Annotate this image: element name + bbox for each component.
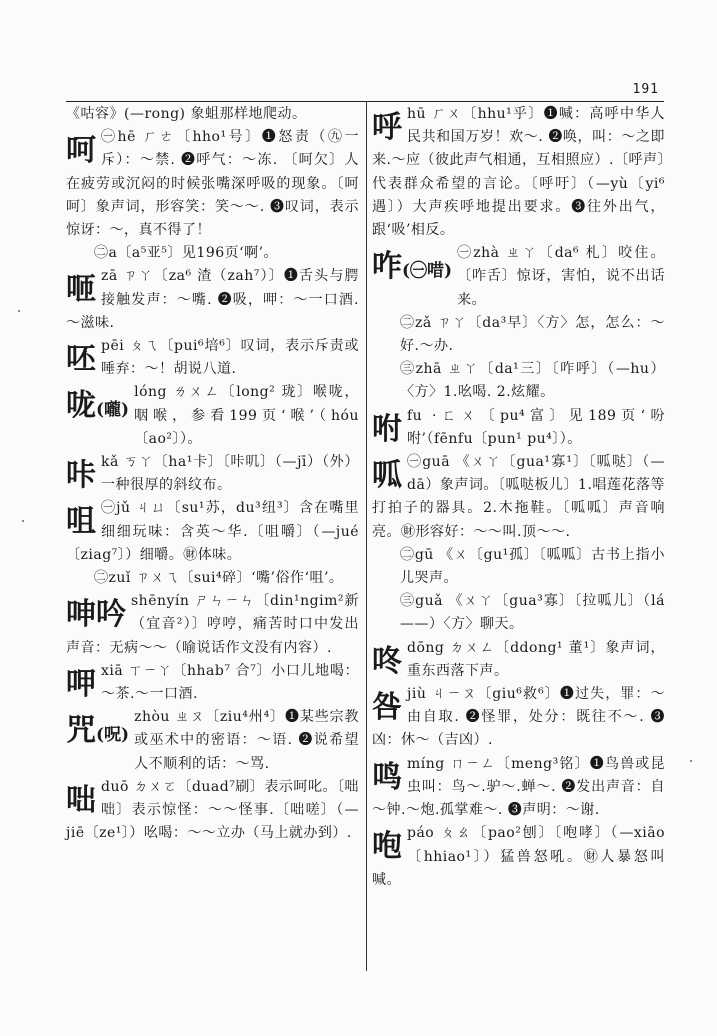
entry-duo (66, 776, 359, 846)
headword: 呻吟 (66, 597, 126, 633)
entry-xia (66, 660, 359, 706)
entry-jiu (372, 683, 665, 753)
headword: 呵 (66, 133, 96, 169)
definition: zā ㄗㄚ〔za⁶ 渣（zah⁷）〕❶舌头与腭接触发声：～嘴. ❷吸，呷：～一口酒.～滋味. (66, 268, 359, 331)
definition-sub: ㊁zǎ ㄗㄚ〔da³早〕〈方〉怎，怎么：～好.～办. (400, 314, 665, 355)
page-number: 191 (632, 82, 659, 97)
definition: míng ㄇㄧㄥ〔meng³铭〕❶鸟兽或昆虫叫：鸟～.驴～.蝉～. ❷发出声音：自～钟.～炮.孤掌难～. ❸声明：～谢. (372, 755, 665, 819)
headword-variant: (嚨) (96, 400, 130, 421)
definition: ㊀guā 《ㄨㄚ〔gua¹寡¹〕〔呱哒〕（—dā）象声词。〔呱哒板儿〕1.唱莲花落等打拍子的器具。2.木拖鞋。〔呱呱〕声音响亮。㊖形容好：～～叫.顶～～. (372, 454, 665, 540)
headword: 咎 (372, 690, 402, 726)
right-column (372, 103, 665, 892)
scan-speck (690, 760, 692, 762)
headword: 呼 (372, 110, 402, 145)
headword: 咒 (66, 713, 96, 749)
headword-variant: (㊀唶) (402, 261, 453, 282)
headword: 咄 (66, 782, 96, 818)
headword: 咚 (372, 643, 402, 679)
headword: 呷 (66, 666, 96, 702)
definition-sub: ㊁zuǐ ㄗㄨㄟ〔sui⁴碎〕‘嘴’俗作‘咀’。 (94, 570, 344, 587)
entry-long (66, 381, 359, 451)
headword-variant: (呪) (96, 725, 130, 746)
entry-pao (372, 822, 665, 892)
definition: pēi ㄆㄟ〔pui⁶培⁶〕叹词，表示斥责或唾弃：～！胡说八道. (101, 338, 359, 378)
headword: 咀 (66, 504, 96, 540)
entry-fu (372, 405, 665, 451)
headword: 咋 (372, 249, 402, 285)
definition: hū ㄏㄨ〔hhu¹乎〕❶喊：高呼中华人民共和国万岁！欢～. ❷唤，叫：～之即来.～应（彼此声气相通，互相照应）.〔呼声〕代表群众希望的言论。〔呼吁〕（—yù〔yi⁶遇〕）大声疾呼地提出要求。❸往外出气，跟‘吸’相反。 (372, 106, 665, 239)
entry-za (66, 265, 359, 335)
definition: jiù ㄐㄧㄡ〔giu⁶救⁶〕❶过失，罪：～由自取. ❷怪罪，处分：既往不～. ❸凶：休～（吉凶）. (372, 686, 665, 749)
headword: 咂 (66, 272, 96, 308)
entry-ju (66, 497, 359, 590)
entry-hu (372, 103, 665, 242)
entry-dong (372, 637, 665, 683)
definition: fu ·ㄈㄨ〔pu⁴富〕见189页‘吩咐’（fēnfu〔pun¹ pu⁴〕）。 (407, 407, 665, 447)
definition: ㊀zhà ㄓㄚ〔da⁶ 札〕咬住。〔咋舌〕惊讶，害怕，说不出话来。 (457, 245, 665, 308)
definition-sub: ㊂guǎ 《ㄨㄚ〔gua³寡〕〔拉呱儿〕（lá——）〈方〉聊天。 (400, 593, 665, 633)
definition: ㊀jǔ ㄐㄩ〔su¹苏，du³纽³〕含在嘴里细细玩味：含英～华.〔咀嚼〕（—jué〔ziag⁷〕）细嚼。㊖体味。 (66, 500, 359, 563)
entry-zhou (66, 706, 359, 776)
headword: 咐 (372, 411, 402, 447)
headword: 咆 (372, 829, 402, 865)
headword: 鸣 (372, 759, 402, 795)
left-column (66, 103, 359, 846)
column-divider (366, 101, 367, 971)
definition-sub: ㊂zhā ㄓㄚ〔da¹三〕〔咋呼〕（—hu）〈方〉1.吆喝. 2.炫耀。 (400, 361, 665, 401)
headword: 咙 (66, 388, 96, 424)
headword: 呸 (66, 342, 96, 378)
definition: zhòu ㄓㄡ〔ziu⁴州⁴〕❶某些宗教或巫术中的密语：～语. ❷说希望人不顺利的话：～骂. (134, 709, 359, 772)
entry-gua (372, 451, 665, 637)
definition-sub: ㊁gū 《ㄨ〔gu¹孤〕〔呱呱〕古书上指小儿哭声。 (400, 546, 665, 587)
definition: ㊀hē ㄏㄜ〔hho¹号〕❶怒责（㊈一斥）：～禁. ❷呼气：～冻. 〔呵欠〕人在疲劳或沉闷的时候张嘴深呼吸的现象。〔呵呵〕象声词，形容笑：笑～～. ❸叹词，表示惊讶：～，真不得了！ (66, 129, 359, 239)
definition: kǎ ㄎㄚ〔ha¹卡〕〔咔叽〕（—jī）（外）一种很厚的斜纹布。 (101, 454, 359, 494)
entry-zha (372, 242, 665, 404)
scan-speck (22, 520, 24, 522)
definition: duō ㄉㄨㄛ〔duad⁷刷〕表示呵叱。〔咄咄〕表示惊怪：～～怪事.〔咄嗟〕（—jiē〔ze¹〕）吆喝：～～立办（马上就办到）. (66, 778, 359, 842)
entry-pei (66, 335, 359, 381)
entry-he (66, 126, 359, 265)
definition: páo ㄆㄠ〔pao²刨〕〔咆哮〕（—xiāo〔hhiao¹〕）猛兽怒吼。㊖人暴怒叫喊。 (372, 825, 665, 888)
definition: xiā ㄒㄧㄚ〔hhab⁷ 合⁷〕小口儿地喝：～茶.～一口酒. (101, 662, 359, 703)
entry-ming (372, 753, 665, 823)
scan-speck (18, 310, 20, 312)
headword: 咔 (66, 458, 96, 494)
definition-sub: ㊁a〔a⁵亚⁵〕见196页‘啊’。 (94, 245, 279, 262)
entry-ka (66, 451, 359, 497)
header-rule (66, 101, 664, 102)
entry-shenyin (66, 590, 359, 660)
headword: 呱 (372, 458, 402, 494)
definition: shēnyín ㄕㄣㄧㄣ〔din¹ngim²新（宜音²）〕哼哼，痛苦时口中发出声音：无病～～（喻说话作文没有内容）. (66, 593, 359, 656)
entry-continuation: 《咕容》(—rong) 象蛆那样地爬动。 (66, 106, 307, 122)
definition: dōng ㄉㄨㄥ〔ddong¹ 董¹〕象声词，重东西落下声。 (407, 639, 665, 679)
definition: lóng ㄌㄨㄥ〔long² 珑〕喉咙，咽喉，参看199页‘喉’（hóu〔ao²〕）。 (134, 384, 359, 447)
